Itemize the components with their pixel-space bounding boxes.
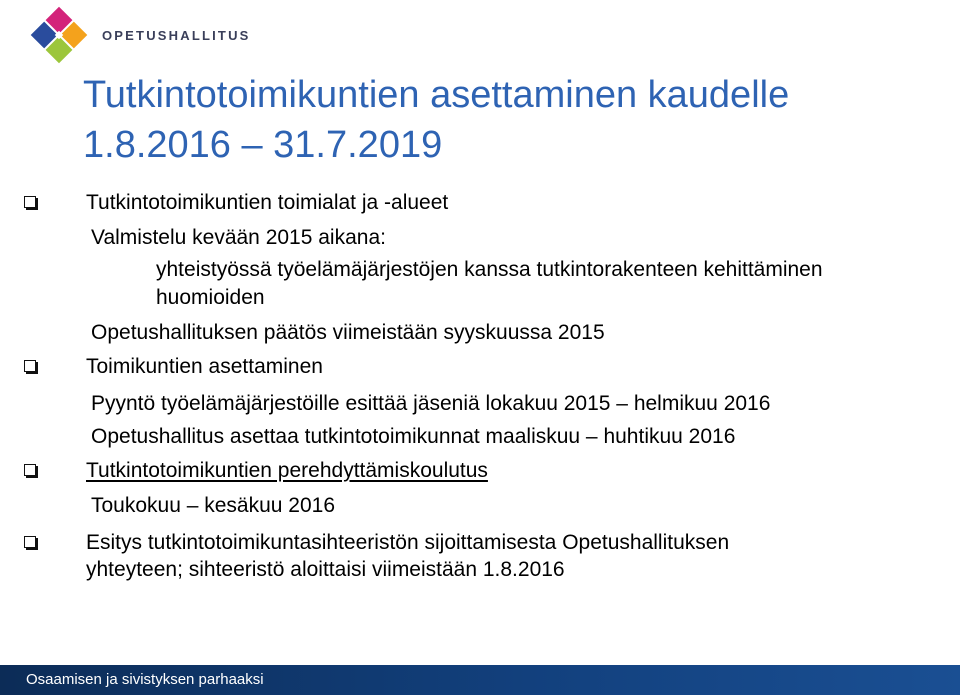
bullet-1-sub-1a-line-2: huomioiden: [156, 286, 265, 309]
bullet-2-sub-1: Pyyntö työelämäjärjestöille esittää jäseniä lokakuu 2015 – helmikuu 2016: [91, 392, 771, 415]
footer-bar: [0, 665, 960, 695]
checkbox-bullet-icon: [24, 360, 36, 372]
checkbox-bullet-icon: [24, 196, 36, 208]
bullet-4-line-2: yhteyteen; sihteeristö aloittaisi viimeistään 1.8.2016: [86, 558, 565, 581]
page-title: [83, 70, 903, 170]
bullet-4-line-1: Esitys tutkintotoimikuntasihteeristön sijoittamisesta Opetushallituksen: [86, 531, 730, 554]
bullet-3-sub-1: Toukokuu – kesäkuu 2016: [91, 494, 336, 517]
bullet-1-sub-1: Valmistelu kevään 2015 aikana:: [91, 226, 386, 249]
bullet-2-sub-2: Opetushallitus asettaa tutkintotoimikunnat maaliskuu – huhtikuu 2016: [91, 425, 736, 448]
bullet-3-heading: Tutkintotoimikuntien perehdyttämiskoulutus: [86, 459, 488, 482]
bullet-1-sub-2: Opetushallituksen päätös viimeistään syyskuussa 2015: [91, 321, 605, 344]
bullet-2-heading: Toimikuntien asettaminen: [86, 355, 323, 378]
footer-slogan: Osaamisen ja sivistyksen parhaaksi: [26, 671, 264, 688]
title-line-1: Tutkintotoimikuntien asettaminen kaudelle: [83, 74, 790, 116]
bullet-1-heading: Tutkintotoimikuntien toimialat ja -alueet: [86, 191, 449, 214]
checkbox-bullet-icon: [24, 536, 36, 548]
title-line-2: 1.8.2016 – 31.7.2019: [83, 124, 443, 166]
logo-text: OPETUSHALLITUS: [102, 27, 251, 43]
opetushallitus-logo: [30, 6, 251, 64]
bullet-1-sub-1a-line-1: yhteistyössä työelämäjärjestöjen kanssa tutkintorakenteen kehittäminen: [156, 258, 823, 281]
checkbox-bullet-icon: [24, 464, 36, 476]
logo-diamond-icon: [30, 6, 88, 64]
